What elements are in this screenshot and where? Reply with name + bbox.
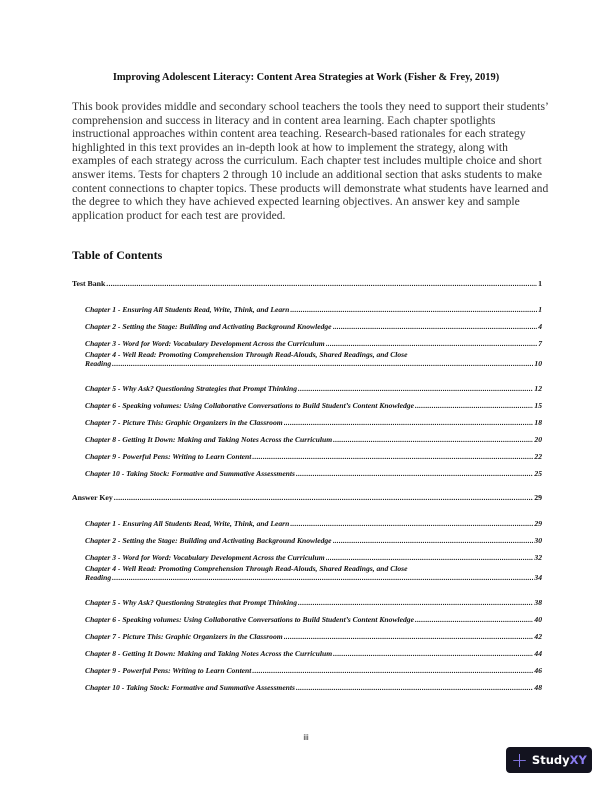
toc-entry-label: Test Bank — [72, 279, 106, 288]
toc-leader-dots — [252, 666, 533, 675]
toc-entry-chapter[interactable] — [72, 376, 542, 393]
toc-test-bank-section — [72, 279, 542, 288]
toc-entry-test-bank[interactable] — [72, 279, 542, 288]
toc-entry-label: Chapter 2 - Setting the Stage: Building and Activating Background Knowledge — [85, 322, 332, 331]
toc-entry-label: Chapter 3 - Word for Word: Vocabulary Development Across the Curriculum — [85, 339, 325, 348]
toc-entry-page: 7 — [538, 339, 542, 348]
toc-entry-label: Chapter 9 - Powerful Pens: Writing to Learn Content — [85, 666, 252, 675]
toc-entry-page: 1 — [538, 305, 542, 314]
toc-leader-dots — [333, 649, 533, 658]
toc-leader-dots — [333, 536, 534, 545]
toc-entry-chapter[interactable] — [72, 427, 542, 444]
toc-entry-label-continued: Reading — [85, 573, 112, 582]
toc-entry-chapter[interactable] — [72, 393, 542, 410]
toc-entry-page: 18 — [534, 418, 542, 427]
toc-heading: Table of Contents — [72, 248, 163, 262]
toc-leader-dots — [112, 573, 533, 582]
toc-entry-page: 29 — [534, 493, 542, 502]
toc-entry-page: 40 — [534, 615, 542, 624]
toc-entry-label: Chapter 4 - Well Read: Promoting Comprehension Through Read-Alouds, Shared Readings, and Close — [85, 350, 408, 359]
toc-leader-dots — [112, 359, 533, 368]
toc-entry-page: 42 — [534, 632, 542, 641]
toc-entry-page: 10 — [534, 359, 542, 368]
toc-entry-page: 1 — [538, 279, 542, 288]
toc-leader-dots — [106, 279, 537, 288]
toc-entry-chapter[interactable] — [72, 528, 542, 545]
toc-entry-answer-key[interactable] — [72, 493, 542, 502]
brand-name-accent: XY — [569, 753, 587, 767]
toc-entry-label: Chapter 3 - Word for Word: Vocabulary Development Across the Curriculum — [85, 553, 325, 562]
toc-test-bank-chapters — [72, 297, 542, 478]
toc-leader-dots — [298, 384, 533, 393]
toc-leader-dots — [415, 615, 533, 624]
toc-entry-label: Chapter 5 - Why Ask? Questioning Strategies that Prompt Thinking — [85, 384, 298, 393]
toc-entry-page: 15 — [534, 401, 542, 410]
toc-leader-dots — [415, 401, 533, 410]
toc-leader-dots — [326, 339, 538, 348]
toc-entry-page: 20 — [534, 435, 542, 444]
toc-leader-dots — [298, 598, 533, 607]
toc-answer-key-chapters — [72, 511, 542, 692]
studyxy-badge[interactable] — [506, 747, 592, 773]
toc-entry-chapter[interactable] — [72, 410, 542, 427]
toc-leader-dots — [284, 632, 534, 641]
intro-paragraph: This book provides middle and secondary school teachers the tools they need to support their students’ comprehension and success in literacy and in content area learning. Each chapter spotlights instructional approaches within content area teaching. Research-based rationales for each strategy highlighted in this text provides an in-depth look at how to implement the strategy, along with examples of each strategy across the curriculum. Each chapter test includes multiple choice and short answer items. Tests for chapters 2 through 10 include an additional section that asks students to make content connections to chapter topics. These products will demonstrate what students have learned and the degree to which they have achieved expected learning objectives. An answer key and sample application product for each test are provided. — [72, 100, 549, 222]
toc-entry-label: Chapter 2 - Setting the Stage: Building and Activating Background Knowledge — [85, 536, 332, 545]
toc-entry-page: 12 — [534, 384, 542, 393]
toc-entry-label: Chapter 1 - Ensuring All Students Read, Write, Think, and Learn — [85, 519, 290, 528]
toc-leader-dots — [284, 418, 534, 427]
toc-entry-page: 44 — [534, 649, 542, 658]
toc-entry-chapter[interactable] — [72, 297, 542, 314]
toc-entry-page: 34 — [534, 573, 542, 582]
toc-entry-page: 38 — [534, 598, 542, 607]
toc-entry-chapter[interactable] — [72, 348, 542, 376]
toc-entry-page: 30 — [534, 536, 542, 545]
toc-entry-chapter[interactable] — [72, 590, 542, 607]
toc-entry-label: Chapter 10 - Taking Stock: Formative and Summative Assessments — [85, 469, 295, 478]
toc-entry-page: 48 — [534, 683, 542, 692]
toc-answer-key-section — [72, 493, 542, 502]
toc-leader-dots — [333, 322, 538, 331]
toc-leader-dots — [252, 452, 533, 461]
toc-leader-dots — [333, 435, 533, 444]
toc-leader-dots — [296, 683, 533, 692]
toc-leader-dots — [296, 469, 533, 478]
toc-leader-dots — [114, 493, 533, 502]
document-title: Improving Adolescent Literacy: Content Area Strategies at Work (Fisher & Frey, 2019) — [112, 72, 500, 83]
toc-entry-label: Chapter 9 - Powerful Pens: Writing to Learn Content — [85, 452, 252, 461]
brand-name-main: Study — [531, 753, 570, 767]
toc-entry-label: Chapter 10 - Taking Stock: Formative and Summative Assessments — [85, 683, 295, 692]
toc-entry-chapter[interactable] — [72, 658, 542, 675]
toc-leader-dots — [326, 553, 534, 562]
toc-entry-page: 4 — [538, 322, 542, 331]
toc-entry-chapter[interactable] — [72, 607, 542, 624]
toc-entry-chapter[interactable] — [72, 461, 542, 478]
toc-entry-label: Chapter 6 - Speaking volumes: Using Collaborative Conversations to Build Student’s Content Knowledge — [85, 615, 414, 624]
plus-icon: + — [511, 748, 528, 772]
toc-entry-chapter[interactable] — [72, 641, 542, 658]
toc-entry-page: 29 — [534, 519, 542, 528]
toc-entry-page: 46 — [534, 666, 542, 675]
toc-entry-chapter[interactable] — [72, 624, 542, 641]
toc-entry-label: Chapter 8 - Getting It Down: Making and Taking Notes Across the Curriculum — [85, 435, 333, 444]
page-number: iii — [303, 733, 309, 742]
toc-entry-chapter[interactable] — [72, 314, 542, 331]
toc-entry-page: 32 — [534, 553, 542, 562]
toc-entry-page: 25 — [534, 469, 542, 478]
toc-entry-chapter[interactable] — [72, 331, 542, 348]
toc-entry-chapter[interactable] — [72, 545, 542, 562]
toc-entry-label-continued: Reading — [85, 359, 112, 368]
toc-entry-label: Chapter 5 - Why Ask? Questioning Strategies that Prompt Thinking — [85, 598, 298, 607]
toc-entry-label: Chapter 7 - Picture This: Graphic Organizers in the Classroom — [85, 418, 283, 427]
toc-entry-page: 22 — [534, 452, 542, 461]
toc-entry-label: Chapter 8 - Getting It Down: Making and Taking Notes Across the Curriculum — [85, 649, 333, 658]
brand-name — [532, 753, 587, 767]
toc-entry-chapter[interactable] — [72, 675, 542, 692]
toc-leader-dots — [290, 519, 533, 528]
toc-entry-chapter[interactable] — [72, 562, 542, 590]
toc-leader-dots — [290, 305, 537, 314]
toc-entry-label: Chapter 6 - Speaking volumes: Using Collaborative Conversations to Build Student’s Content Knowledge — [85, 401, 414, 410]
toc-entry-label: Chapter 7 - Picture This: Graphic Organizers in the Classroom — [85, 632, 283, 641]
toc-entry-chapter[interactable] — [72, 511, 542, 528]
toc-entry-label: Answer Key — [72, 493, 113, 502]
toc-entry-label: Chapter 1 - Ensuring All Students Read, Write, Think, and Learn — [85, 305, 290, 314]
toc-entry-label: Chapter 4 - Well Read: Promoting Comprehension Through Read-Alouds, Shared Readings, and Close — [85, 564, 408, 573]
toc-entry-chapter[interactable] — [72, 444, 542, 461]
